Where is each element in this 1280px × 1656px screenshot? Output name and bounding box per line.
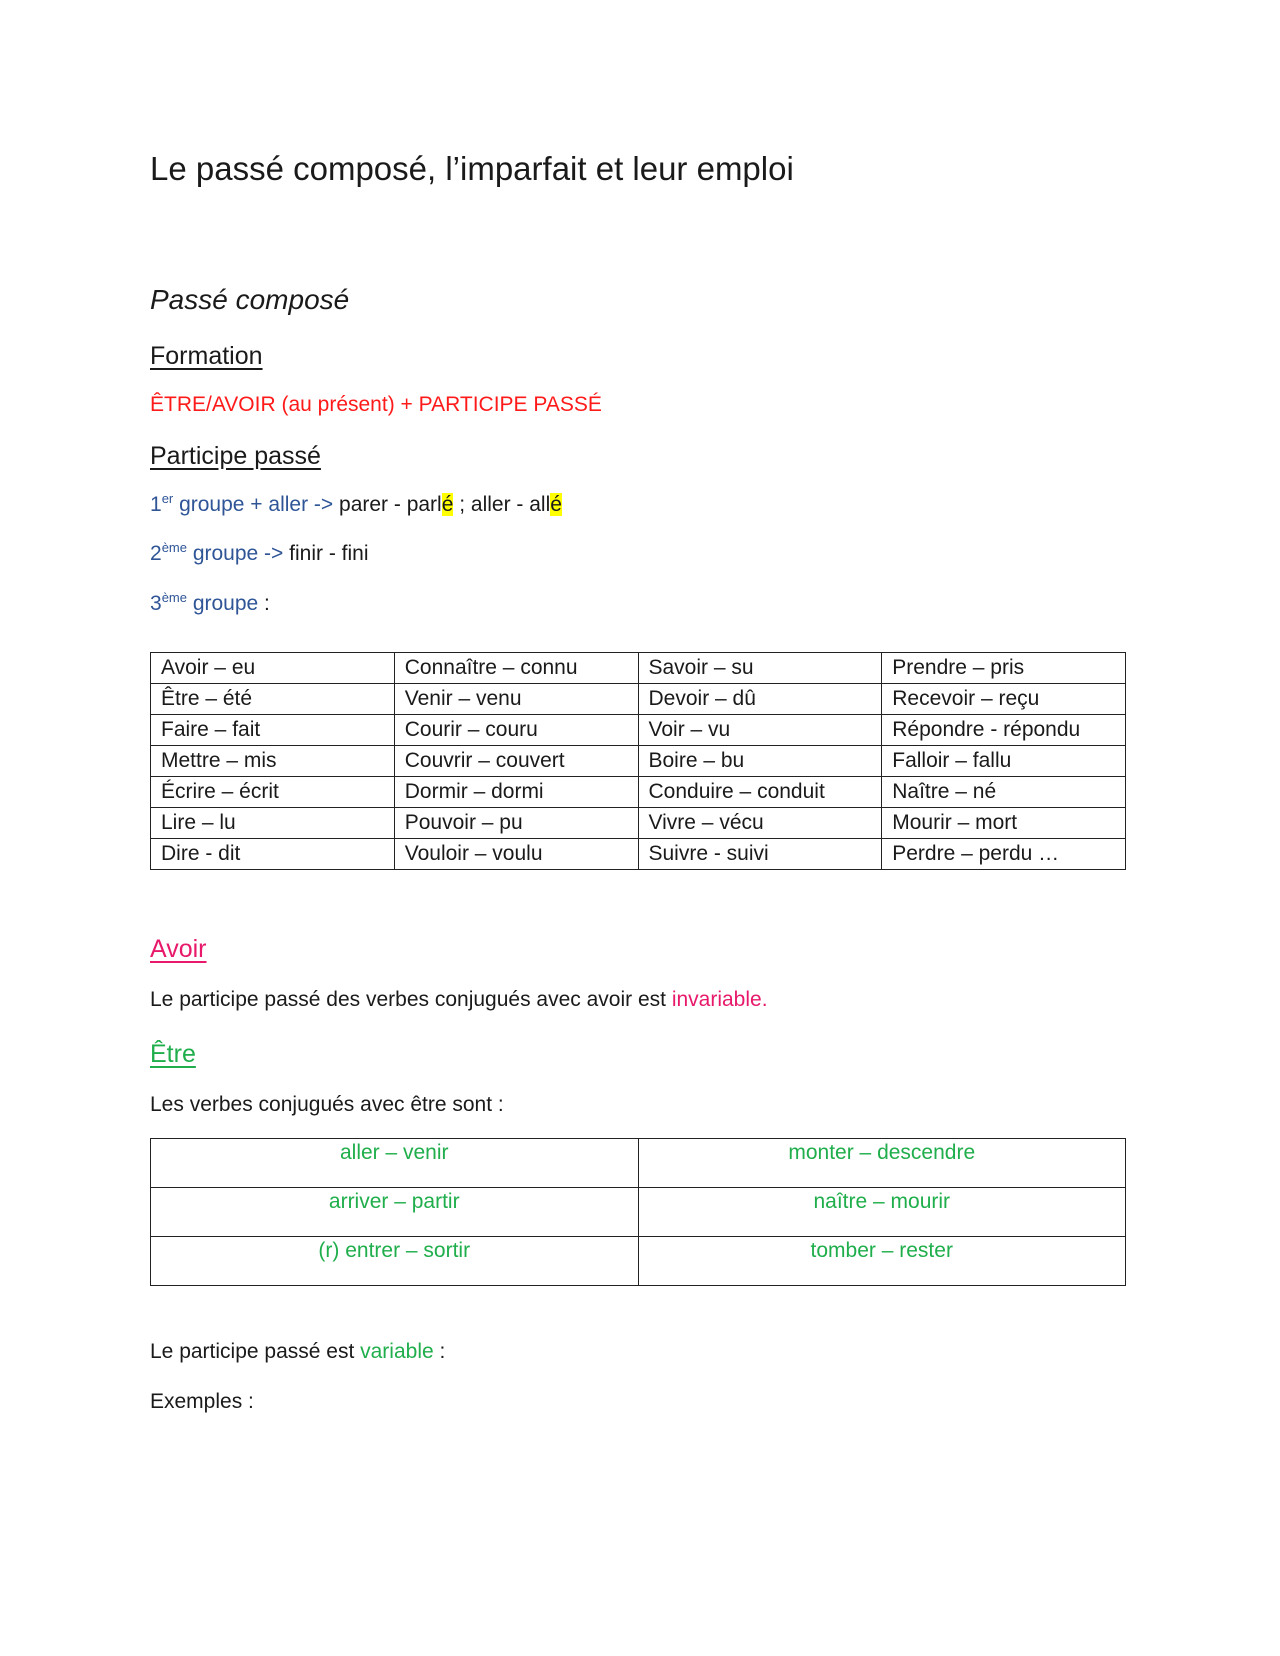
table-cell: Vivre – vécu (638, 808, 882, 839)
table-cell: Dormir – dormi (394, 777, 638, 808)
group3-label: groupe (186, 592, 259, 615)
group2-example: finir - fini (289, 542, 369, 565)
table-cell: Recevoir – reçu (882, 684, 1126, 715)
table-cell: Devoir – dû (638, 684, 882, 715)
variable-word: variable (360, 1340, 434, 1363)
table-row (151, 1237, 1126, 1286)
table-cell: Avoir – eu (151, 653, 395, 684)
group1-sup: er (161, 491, 174, 506)
variable-colon: : (433, 1340, 446, 1363)
group2-label: groupe -> (186, 542, 290, 565)
table-row (151, 1139, 1126, 1188)
etre-verbs-table (150, 1138, 1126, 1286)
group1-example-a: parer - parl (339, 493, 442, 516)
group3-line (150, 592, 270, 616)
table-cell: Venir – venu (394, 684, 638, 715)
table-cell: Vouloir – voulu (394, 839, 638, 870)
participe-passe-table (150, 652, 1126, 870)
table-cell: Conduire – conduit (638, 777, 882, 808)
table-cell: Savoir – su (638, 653, 882, 684)
group2-sup: ème (161, 540, 187, 555)
group1-example-b: ; aller - all (453, 493, 551, 516)
etre-intro: Les verbes conjugués avec être sont : (150, 1093, 504, 1116)
section-title-passe-compose: Passé composé (150, 284, 350, 315)
heading-participe-passe: Participe passé (150, 442, 321, 470)
table-cell: Écrire – écrit (151, 777, 395, 808)
table-row (151, 808, 1126, 839)
table-cell: Être – été (151, 684, 395, 715)
heading-avoir: Avoir (150, 935, 207, 963)
table-cell: (r) entrer – sortir (151, 1237, 639, 1286)
table-cell: Lire – lu (151, 808, 395, 839)
group2-line (150, 542, 369, 566)
table-cell: arriver – partir (151, 1188, 639, 1237)
group1-highlight-2: é (550, 493, 562, 516)
heading-formation: Formation (150, 342, 263, 370)
formation-rule: ÊTRE/AVOIR (au présent) + PARTICIPE PASSÉ (150, 393, 602, 416)
table-cell: Prendre – pris (882, 653, 1126, 684)
table-cell: Boire – bu (638, 746, 882, 777)
table-cell: Naître – né (882, 777, 1126, 808)
table-cell: Répondre - répondu (882, 715, 1126, 746)
group2-num: 2 (150, 542, 162, 565)
table-row (151, 746, 1126, 777)
variable-line (150, 1340, 445, 1364)
table-row (151, 1188, 1126, 1237)
examples-label: Exemples : (150, 1390, 254, 1413)
table-row (151, 715, 1126, 746)
table-row (151, 839, 1126, 870)
table-cell: tomber – rester (638, 1237, 1126, 1286)
table-cell: naître – mourir (638, 1188, 1126, 1237)
group1-label: groupe + aller -> (173, 493, 340, 516)
table-cell: Pouvoir – pu (394, 808, 638, 839)
table-cell: Faire – fait (151, 715, 395, 746)
heading-etre: Être (150, 1040, 196, 1068)
table-cell: Suivre - suivi (638, 839, 882, 870)
table-row (151, 684, 1126, 715)
group3-sup: ème (161, 590, 187, 605)
document-title: Le passé composé, l’imparfait et leur emploi (150, 150, 794, 187)
table-row (151, 777, 1126, 808)
group1-num: 1 (150, 493, 162, 516)
group3-num: 3 (150, 592, 162, 615)
variable-text: Le participe passé est (150, 1340, 361, 1363)
table-cell: aller – venir (151, 1139, 639, 1188)
table-cell: Voir – vu (638, 715, 882, 746)
table-row (151, 653, 1126, 684)
table-cell: Mourir – mort (882, 808, 1126, 839)
table-cell: Falloir – fallu (882, 746, 1126, 777)
group3-colon: : (258, 592, 270, 615)
avoir-rule (150, 988, 768, 1012)
table-cell: Connaître – connu (394, 653, 638, 684)
table-cell: Dire - dit (151, 839, 395, 870)
avoir-rule-highlight: invariable. (671, 988, 768, 1011)
table-cell: Perdre – perdu … (882, 839, 1126, 870)
group1-line (150, 493, 562, 517)
group1-highlight-1: é (441, 493, 454, 516)
table-cell: Couvrir – couvert (394, 746, 638, 777)
table-cell: monter – descendre (638, 1139, 1126, 1188)
table-cell: Courir – couru (394, 715, 638, 746)
table-cell: Mettre – mis (151, 746, 395, 777)
avoir-rule-text: Le participe passé des verbes conjugués avec avoir est (150, 988, 672, 1011)
